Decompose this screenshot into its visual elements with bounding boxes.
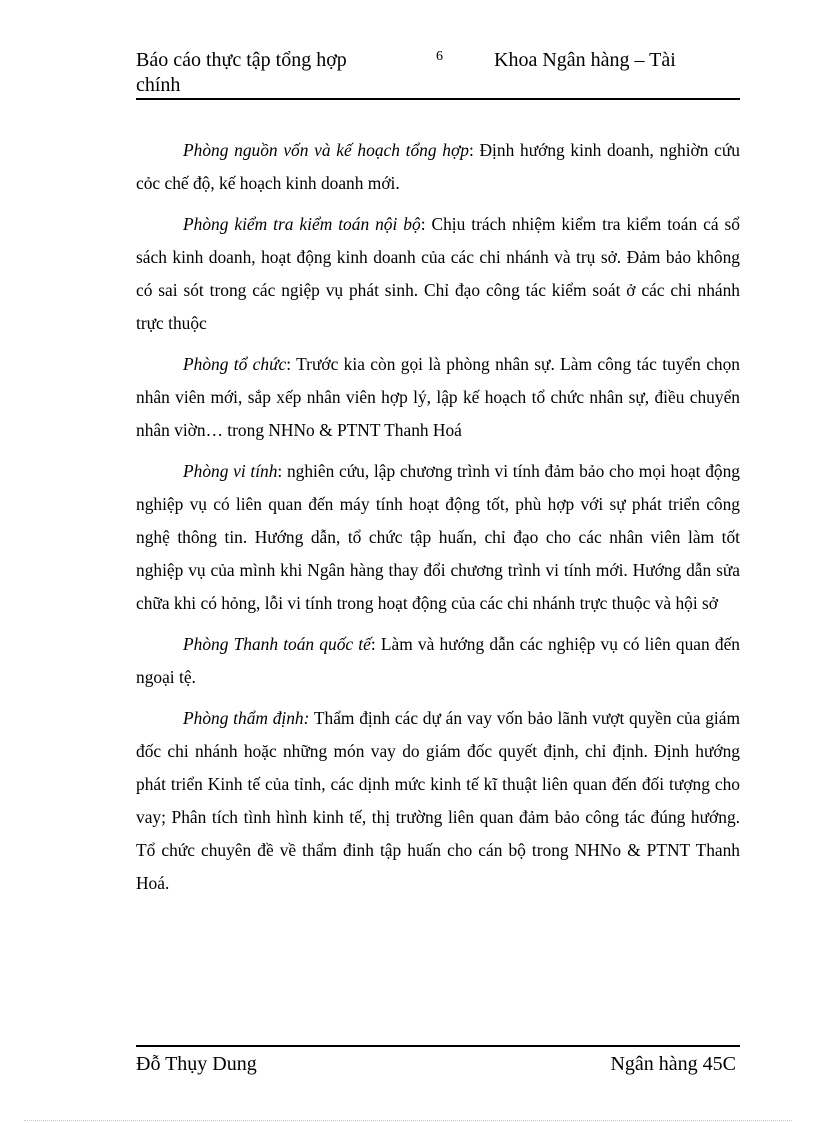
paragraph-label: Phòng tổ chức	[183, 354, 287, 374]
document-body	[136, 134, 740, 908]
page-number: 6	[436, 49, 443, 64]
footer-class: Ngân hàng 45C	[610, 1053, 736, 1075]
paragraph-text: : nghiên cứu, lập chương trình vi tính đảm bảo cho mọi hoạt động nghiệp vụ có liên quan đến máy tính hoạt động tốt, phù hợp với sự phát triển công nghệ thông tin. Hướng dẫn, tổ chức tập huấn, chỉ đạo cho các nhân viên làm tốt nghiệp vụ của mình khi Ngân hàng thay đổi chương trình vi tính mới. Hướng dẫn sửa chữa khi có hỏng, lỗi vi tính trong hoạt động của các chi nhánh trực thuộc và hội sở	[136, 461, 740, 613]
paragraph-international-payment	[136, 628, 740, 694]
paragraph-text: : Chịu trách nhiệm kiểm tra kiểm toán cá sổ sách kinh doanh, hoạt động kinh doanh của các chi nhánh và trụ sở. Đảm bảo không có sai sót trong các ngiệp vụ phát sinh. Chỉ đạo công tác kiểm soát ở các chi nhánh trực thuộc	[136, 214, 740, 333]
paragraph-label: Phòng thẩm định:	[183, 708, 310, 728]
paragraph-text: : Định hướng kinh doanh, nghiờn cứu cỏc chế độ, kế hoạch kinh doanh mới.	[136, 140, 740, 193]
paragraph-text: Thẩm định các dự án vay vốn bảo lãnh vượt quyền của giám đốc chi nhánh hoặc những món vay do giám đốc quyết định, chỉ định. Định hướng phát triển Kinh tế của tỉnh, các dịnh mức kinh tế kĩ thuật liên quan đến đối tượng cho vay; Phân tích tình hình kinh tế, thị trường liên quan đảm bảo công tác đúng hướng. Tổ chức chuyên đề về thẩm đinh tập huấn cho cán bộ trong NHNo & PTNT Thanh Hoá.	[136, 708, 740, 893]
paragraph-label: Phòng Thanh toán quốc tế	[183, 634, 371, 654]
paragraph-text: : Làm và hướng dẫn các nghiệp vụ có liên quan đến ngoại tệ.	[136, 634, 740, 687]
paragraph-computing	[136, 455, 740, 620]
paragraph-label: Phòng kiểm tra kiểm toán nội bộ	[183, 214, 421, 234]
header-report-title: Báo cáo thực tập tổng hợp chính	[136, 49, 347, 96]
paragraph-appraisal	[136, 702, 740, 900]
page-header	[136, 48, 740, 100]
footer-author: Đỗ Thụy Dung	[136, 1053, 257, 1075]
page-footer	[136, 1045, 740, 1085]
paragraph-funding-planning	[136, 134, 740, 200]
page-edge-divider	[24, 1120, 792, 1121]
paragraph-text: : Trước kia còn gọi là phòng nhân sự. Làm công tác tuyển chọn nhân viên mới, sắp xếp nhân viên hợp lý, lập kế hoạch tổ chức nhân sự, điều chuyển nhân viờn… trong NHNo & PTNT Thanh Hoá	[136, 354, 740, 440]
paragraph-internal-audit	[136, 208, 740, 340]
paragraph-organization	[136, 348, 740, 447]
header-faculty: Khoa Ngân hàng – Tài	[494, 49, 676, 71]
paragraph-label: Phòng vi tính	[183, 461, 278, 481]
paragraph-label: Phòng nguồn vốn và kế hoạch tổng hợp	[183, 140, 469, 160]
